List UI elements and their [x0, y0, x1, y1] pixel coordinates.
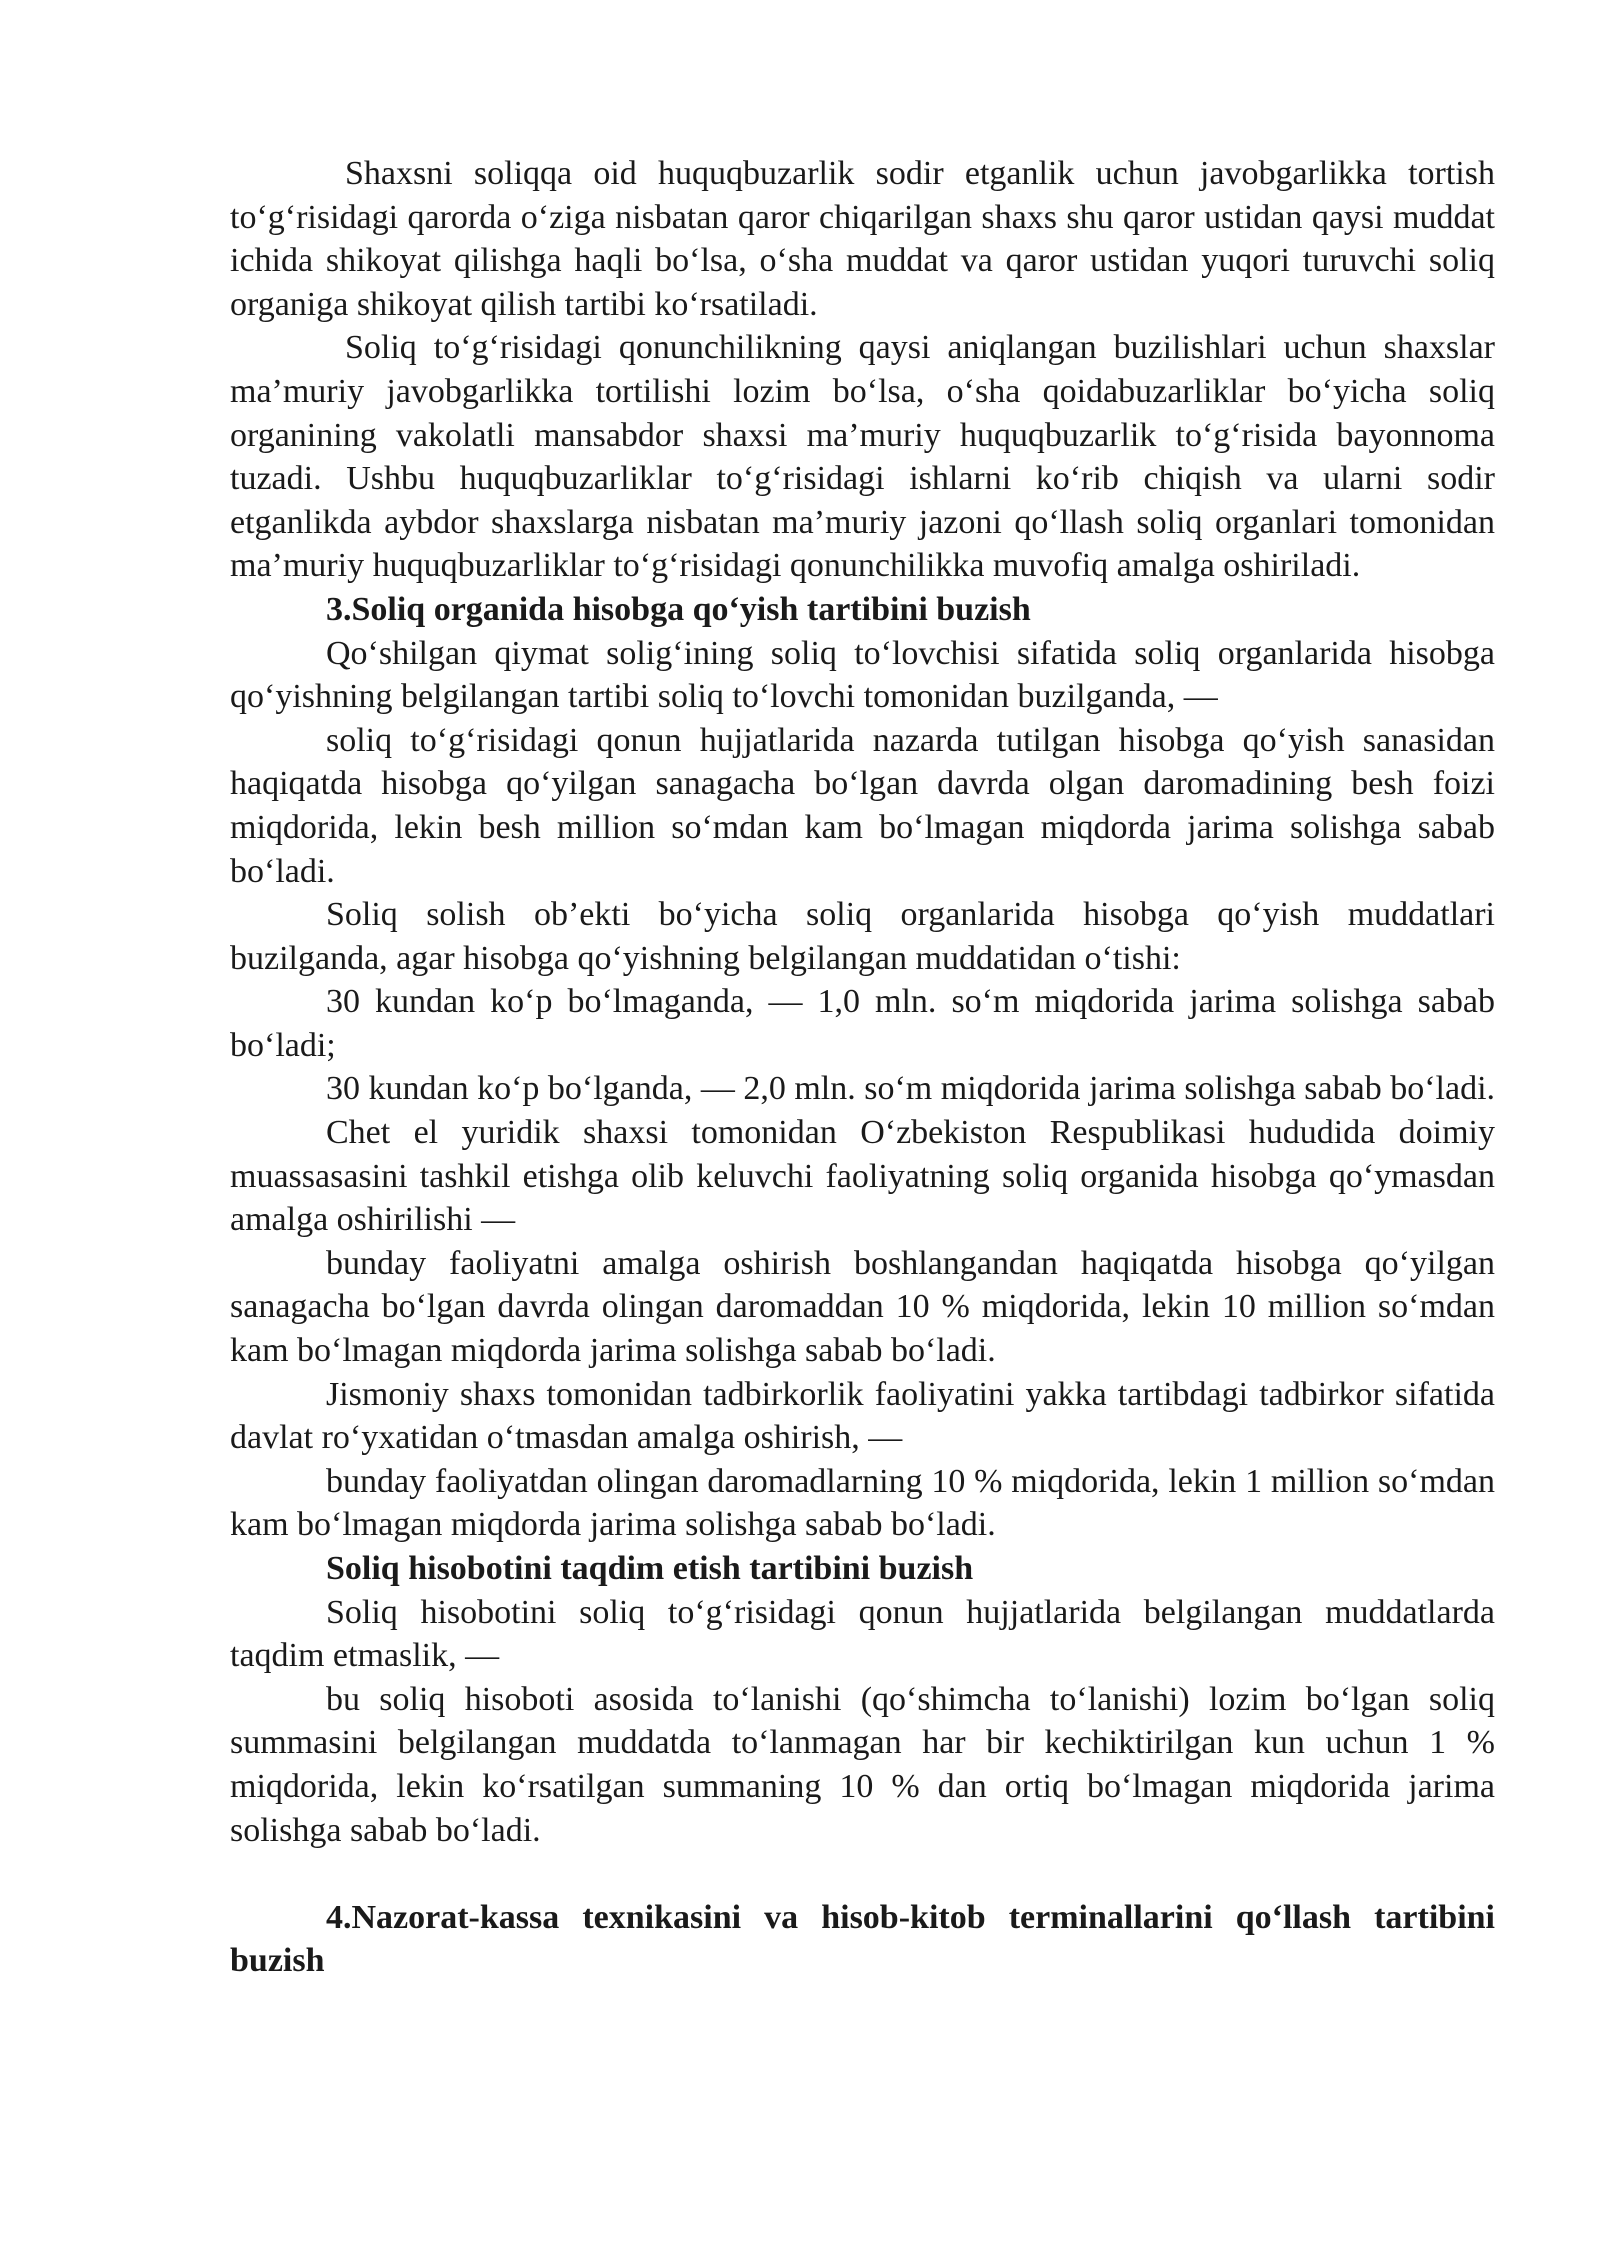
paragraph-vat-registration: Qo‘shilgan qiymat solig‘ining soliq to‘lovchisi sifatida soliq organlarida hisobga qo‘yishning belgilangan tartibi soliq to‘lovchi tomonidan buzilganda, — — [230, 634, 1495, 716]
paragraph-administrative-liability: Soliq to‘g‘risidagi qonunchilikning qaysi aniqlangan buzilishlari uchun shaxslar ma’muriy javobgarlikka tortilishi lozim bo‘lsa, o‘sha qoidabuzarliklar bo‘yicha soliq organining vakolatli mansabdor shaxsi ma’muriy huquqbuzarlik to‘g‘risida bayonnoma tuzadi. Ushbu huquqbuzarliklar to‘g‘risidagi ishlarni ko‘rib chiqish va ularni sodir etganlikda aybdor shaxslarga nisbatan ma’muriy jazoni qo‘llash soliq organlari tomonidan ma’muriy huquqbuzarliklar to‘g‘risidagi qonunchilikka muvofiq amalga oshiriladi. — [230, 329, 1495, 585]
paragraph-30-days-less: 30 kundan ko‘p bo‘lmaganda, — 1,0 mln. so‘m miqdorida jarima solishga sabab bo‘ladi; — [230, 983, 1495, 1064]
blank-line — [230, 1852, 1495, 1896]
paragraph-report-deadline: Soliq hisobotini soliq to‘g‘risidagi qonun hujjatlarida belgilangan muddatlarda taqdim etmaslik, — — [230, 1593, 1495, 1675]
section-heading-registration: 3.Soliq organida hisobga qo‘yish tartibini buzish — [326, 590, 1031, 628]
section-heading-cash-register: 4.Nazorat-kassa texnikasini va hisob-kitob terminallarini qo‘llash tartibini buzish — [230, 1898, 1495, 1980]
document-page — [230, 152, 1495, 1983]
paragraph-foreign-entity: Chet el yuridik shaxsi tomonidan O‘zbekiston Respublikasi hududida doimiy muassasasini tashkil etishga olib keluvchi faoliyatning soliq organida hisobga qo‘ymasdan amalga oshirilishi — — [230, 1114, 1495, 1239]
paragraph-30-days-more: 30 kundan ko‘p bo‘lganda, — 2,0 mln. so‘m miqdorida jarima solishga sabab bo‘ladi. — [326, 1070, 1496, 1108]
section-heading-tax-report: Soliq hisobotini taqdim etish tartibini buzish — [326, 1550, 974, 1587]
paragraph-report-penalty: bu soliq hisoboti asosida to‘lanishi (qo‘shimcha to‘lanishi) lozim bo‘lgan soliq summasini belgilangan muddatda to‘lanmagan har bir kechiktirilgan kun uchun 1 % miqdorida, lekin ko‘rsatilgan summaning 10 % dan ortiq bo‘lmagan miqdorida jarima solishga sabab bo‘ladi. — [230, 1680, 1495, 1849]
paragraph-appeal-procedure: Shaxsni soliqqa oid huquqbuzarlik sodir etganlik uchun javobgarlikka tortish to‘g‘risidagi qarorda o‘ziga nisbatan qaror chiqarilgan shaxs shu qaror ustidan qaysi muddat ichida shikoyat qilishga haqli bo‘lsa, o‘sha muddat va qaror ustidan yuqori turuvchi soliq organiga shikoyat qilish tartibi ko‘rsatiladi. — [230, 155, 1495, 323]
paragraph-object-registration: Soliq solish ob’ekti bo‘yicha soliq organlarida hisobga qo‘yish muddatlari buzilganda, agar hisobga qo‘yishning belgilangan muddatidan o‘tishi: — [230, 896, 1495, 977]
paragraph-vat-penalty: soliq to‘g‘risidagi qonun hujjatlarida nazarda tutilgan hisobga qo‘yish sanasidan haqiqatda hisobga qo‘yilgan sanagacha bo‘lgan davrda olgan daromadining besh foizi miqdorida, lekin besh million so‘mdan kam bo‘lmagan miqdorda jarima solishga sabab bo‘ladi. — [230, 721, 1495, 890]
paragraph-individual-penalty: bunday faoliyatdan olingan daromadlarning 10 % miqdorida, lekin 1 million so‘mdan kam bo‘lmagan miqdorda jarima solishga sabab bo‘ladi. — [230, 1462, 1495, 1544]
paragraph-individual-entrepreneur: Jismoniy shaxs tomonidan tadbirkorlik faoliyatini yakka tartibdagi tadbirkor sifatida davlat ro‘yxatidan o‘tmasdan amalga oshirish, — — [230, 1375, 1495, 1457]
paragraph-foreign-entity-penalty: bunday faoliyatni amalga oshirish boshlangandan haqiqatda hisobga qo‘yilgan sanagacha bo‘lgan davrda olingan daromaddan 10 % miqdorida, lekin 10 million so‘mdan kam bo‘lmagan miqdorda jarima solishga sabab bo‘ladi. — [230, 1244, 1495, 1370]
